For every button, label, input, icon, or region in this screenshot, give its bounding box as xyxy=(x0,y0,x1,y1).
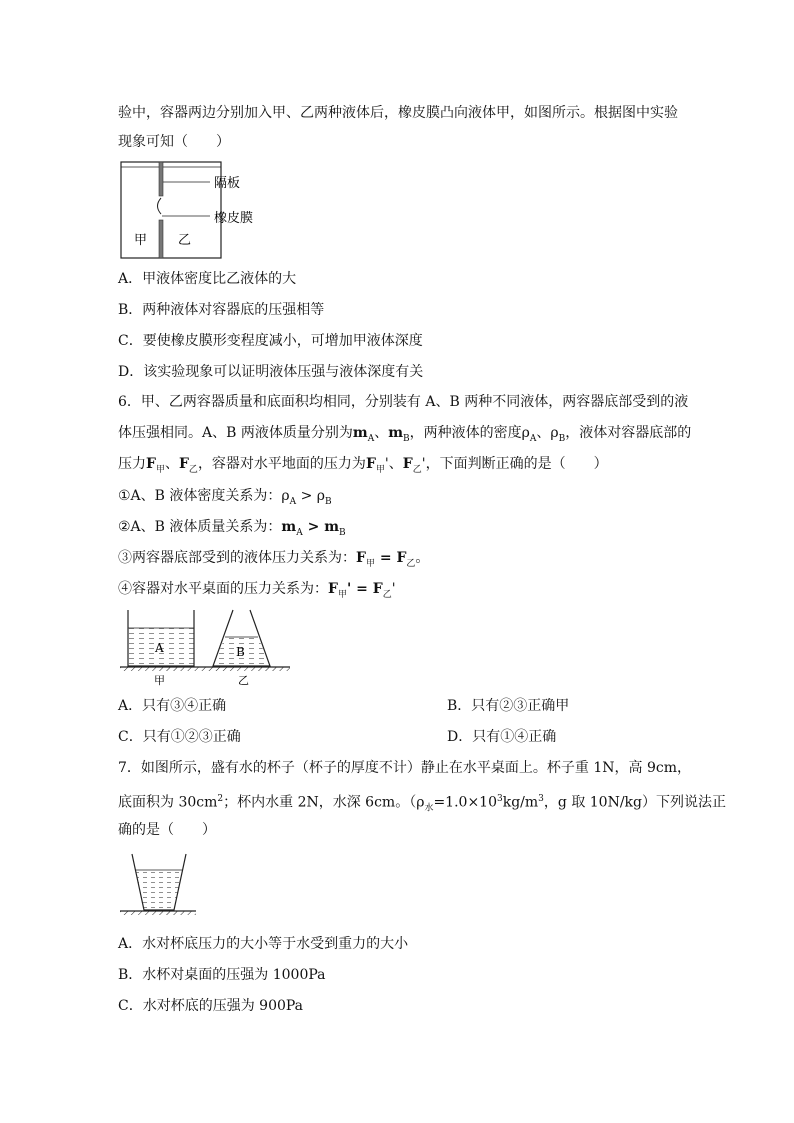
q6-line3-mid: ，容器对水平地面的压力为 xyxy=(197,456,366,472)
q6-F2: F xyxy=(178,456,189,472)
q6-s3-text: ③两容器底部受到的液体压力关系为： xyxy=(118,550,356,566)
q6-s4-end: ' xyxy=(391,581,396,597)
q5-option-d: D．该实验现象可以证明液体压强与液体深度有关 xyxy=(118,364,424,380)
q6-line2-end: ，液体对容器底部的 xyxy=(565,425,692,441)
q6-rhoA-sub: A xyxy=(529,433,537,444)
q6-sep1: 、 xyxy=(374,425,389,441)
q6-s2-sub2: B xyxy=(339,527,346,538)
q6-label-left: 甲 xyxy=(154,674,165,687)
q6-s4-text: ④容器对水平桌面的压力关系为： xyxy=(118,581,328,597)
q6-s4-sub1: 甲 xyxy=(337,589,347,600)
q6-mB-sub: B xyxy=(403,433,410,444)
q6-label-right: 乙 xyxy=(238,674,249,687)
q5-option-a: A．甲液体密度比乙液体的大 xyxy=(118,271,297,287)
q6-s3-op: = F xyxy=(374,550,407,566)
q6-s4-sub2: 乙 xyxy=(382,589,392,600)
q7-line2-sub: 水 xyxy=(424,803,434,814)
q7-table-hatch xyxy=(120,911,196,915)
q6-statement-1 xyxy=(118,486,332,512)
q6-s1-op: > ρ xyxy=(296,488,326,504)
q6-option-c: C．只有①②③正确 xyxy=(118,729,241,745)
q6-label-a: A xyxy=(155,641,164,655)
q6-mA: m xyxy=(352,425,368,441)
q7-option-b: B．水杯对桌面的压强为 1000Pa xyxy=(118,967,326,983)
q5-rubber-membrane xyxy=(158,198,162,214)
q6-label-b: B xyxy=(236,645,245,659)
q6-mB: m xyxy=(388,425,404,441)
q6-prime1: ' xyxy=(384,456,389,472)
q6-option-a: A．只有③④正确 xyxy=(118,698,227,714)
q6-line2-mid: ，两种液体的密度 xyxy=(409,425,522,441)
q6-s1-expr: ρ xyxy=(281,488,290,504)
q5-option-c: C．要使橡皮膜形变程度减小，可增加甲液体深度 xyxy=(118,333,423,349)
q6-statement-4 xyxy=(118,579,396,605)
q6-line3-end: ，下面判断正确的是（ ） xyxy=(425,456,608,472)
q7-line2-sup3: 3 xyxy=(538,794,544,804)
q7-line2-a: 底面积为 30cm xyxy=(118,794,218,811)
q6-line3-a: 压力 xyxy=(118,456,146,472)
q6-prime2: ' xyxy=(421,456,426,472)
q6-line3-sep: 、 xyxy=(164,456,179,472)
q6-F3-sub: 甲 xyxy=(375,464,385,475)
q7-line2-sup2: 3 xyxy=(497,794,503,804)
q6-F1-sub: 甲 xyxy=(155,464,165,475)
q6-F3: F xyxy=(365,456,376,472)
q6-option-b: B．只有②③正确甲 xyxy=(447,698,570,714)
q6-option-d: D．只有①④正确 xyxy=(447,729,557,745)
q6-s4-expr: F xyxy=(328,581,338,597)
q7-option-c: C．水对杯底的压强为 900Pa xyxy=(118,998,304,1014)
q7-line1: 7．如图所示，盛有水的杯子（杯子的厚度不计）静止在水平桌面上。杯子重 1N，高 9cm， xyxy=(118,760,691,776)
q6-s3-expr: F xyxy=(356,550,366,566)
q6-F2-sub: 乙 xyxy=(188,464,198,475)
q6-s2-expr: m xyxy=(281,519,297,535)
q6-F1: F xyxy=(146,456,156,472)
q6-s4-op: ' = F xyxy=(346,581,383,597)
q6-statement-3 xyxy=(118,548,429,574)
q6-s2-sub1: A xyxy=(296,527,303,538)
q6-mA-sub: A xyxy=(367,433,375,444)
q5-option-b: B．两种液体对容器底的压强相等 xyxy=(118,302,325,318)
q5-partition-top xyxy=(159,162,163,196)
q7-line2-b: ；杯内水重 2N，水深 6cm。（ρ xyxy=(223,794,425,811)
q6-table-hatch xyxy=(120,667,290,671)
q6-line3-sep2: 、 xyxy=(388,456,403,472)
q6-s3-end: 。 xyxy=(415,550,430,566)
q6-s3-sub2: 乙 xyxy=(406,558,416,569)
q7-line3: 确的是（ ） xyxy=(118,822,216,838)
q6-s1-sub1: A xyxy=(289,496,297,507)
q6-s1-text: ①A、B 液体密度关系为： xyxy=(118,488,282,504)
q6-statement-2 xyxy=(118,517,346,543)
q5-stem-line1: 验中，容器两边分别加入甲、乙两种液体后，橡皮膜凸向液体甲，如图所示。根据图中实验 xyxy=(118,105,678,121)
q6-rhoA: ρ xyxy=(521,425,530,441)
q7-line2-sup: 2 xyxy=(217,794,224,804)
q5-label-membrane: 橡皮膜 xyxy=(214,211,254,226)
q5-label-left: 甲 xyxy=(134,233,148,248)
q6-line2-text: 体压强相同。A、B 两液体质量分别为 xyxy=(118,425,353,441)
q6-rhoB-sub: B xyxy=(558,433,566,444)
q7-option-a: A．水对杯底压力的大小等于水受到重力的大小 xyxy=(118,936,409,952)
q6-s1-sub2: B xyxy=(325,496,332,507)
q6-sep2: 、 xyxy=(536,425,551,441)
q6-F4: F xyxy=(402,456,413,472)
q7-line2 xyxy=(118,789,726,818)
q6-F4-sub: 乙 xyxy=(412,464,422,475)
q6-line2 xyxy=(118,423,691,449)
q5-label-partition: 隔板 xyxy=(214,176,241,191)
q6-rhoB: ρ xyxy=(550,425,559,441)
q6-s2-op: > m xyxy=(302,519,340,535)
q5-diagram xyxy=(118,160,278,260)
q6-s3-sub1: 甲 xyxy=(365,558,375,569)
q6-line3 xyxy=(118,454,608,480)
q7-line2-d: kg/m xyxy=(502,794,539,811)
q7-line2-c: =1.0×10 xyxy=(433,794,497,811)
q7-line2-e: ，g 取 10N/kg）下列说法正 xyxy=(543,794,726,811)
q5-label-right: 乙 xyxy=(178,233,192,248)
q6-line1: 6．甲、乙两容器质量和底面积均相同，分别装有 A、B 两种不同液体，两容器底部受到的液 xyxy=(118,394,689,410)
q6-diagram xyxy=(118,606,298,688)
q5-partition-bottom xyxy=(159,220,163,258)
q7-diagram xyxy=(118,850,200,922)
q5-stem-line2: 现象可知（ ） xyxy=(118,134,230,150)
q6-s2-text: ②A、B 液体质量关系为： xyxy=(118,519,282,535)
